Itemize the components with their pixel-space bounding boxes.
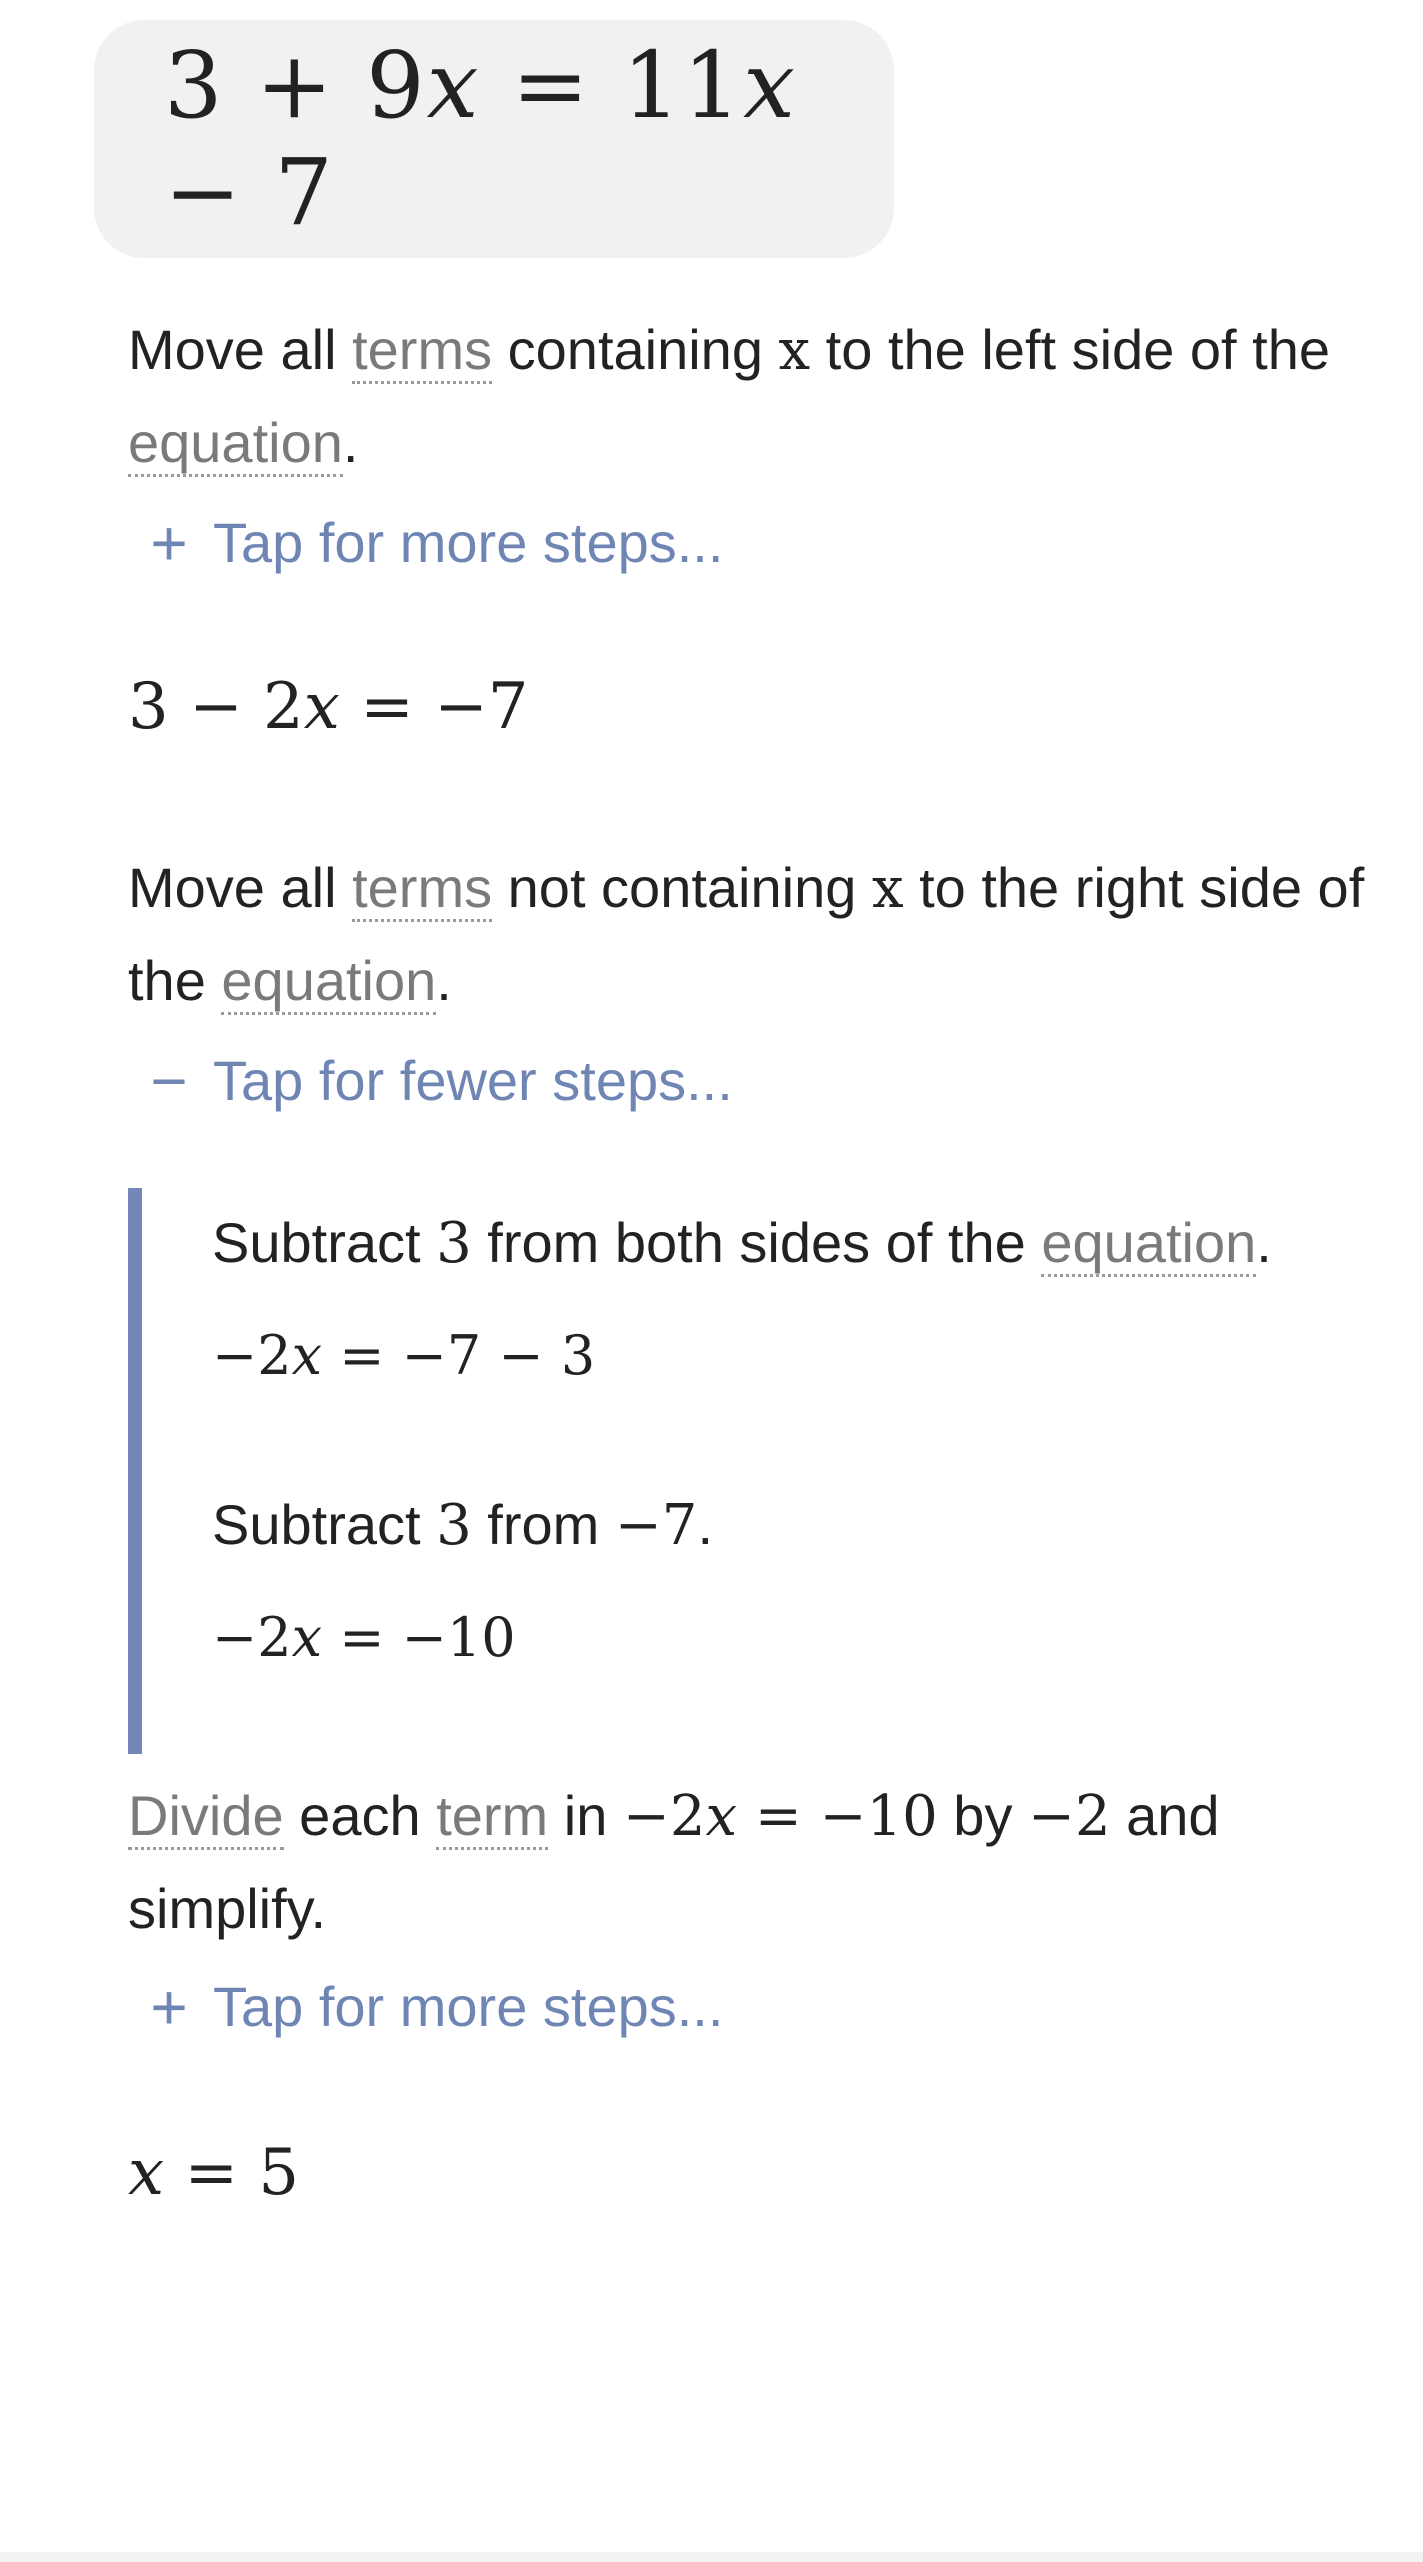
equation-link[interactable]: equation <box>128 411 343 477</box>
plus-icon: + <box>150 1970 188 2043</box>
final-answer <box>128 2136 299 2210</box>
substep-math: −7 <box>614 1493 698 1558</box>
eq-var: x <box>426 32 481 139</box>
term-link[interactable]: term <box>436 1784 548 1850</box>
step1-description <box>128 304 1368 489</box>
step-text-fragment: . <box>436 949 452 1012</box>
terms-link[interactable]: terms <box>352 856 492 922</box>
result-part: = 5 <box>164 2136 300 2210</box>
step-text-fragment: to the right side of the <box>128 856 1365 1012</box>
step-text-fragment: Move all <box>128 856 353 919</box>
plus-icon: + <box>150 506 188 579</box>
bottom-bar <box>0 2552 1423 2562</box>
step-text-fragment: by <box>937 1784 1029 1847</box>
substep2-description <box>212 1492 713 1558</box>
tap-label: Tap for fewer steps... <box>213 1049 733 1112</box>
eq-part: = −7 − 3 <box>322 1324 596 1387</box>
eq-part: 3 + 9 <box>164 32 427 139</box>
inline-equation <box>623 1784 938 1849</box>
minus-icon: − <box>150 1044 188 1117</box>
eq-var: x <box>291 1606 323 1669</box>
eq-var: x <box>291 1324 323 1387</box>
step2-description <box>128 842 1368 1027</box>
variable-x: x <box>871 856 904 921</box>
substep1-description <box>212 1210 1272 1276</box>
step-text-fragment: and simplify. <box>128 1784 1220 1940</box>
result-part: = −7 <box>339 670 529 744</box>
equation-link[interactable]: equation <box>221 949 436 1015</box>
tap-more-steps-button-1[interactable] <box>145 506 724 579</box>
result-part: 3 − 2 <box>128 670 304 744</box>
tap-label: Tap for more steps... <box>213 511 724 574</box>
step-text-fragment: not containing <box>492 856 872 919</box>
step-text-fragment: . <box>342 411 359 474</box>
eq-part: −2 <box>212 1606 292 1669</box>
substep-text: Subtract <box>212 1493 437 1556</box>
substep1-equation <box>212 1324 595 1387</box>
substep2-equation <box>212 1606 516 1669</box>
problem-equation <box>164 32 894 246</box>
result-var: x <box>128 2136 165 2210</box>
eq-part: −2 <box>212 1324 292 1387</box>
tap-more-steps-button-2[interactable] <box>145 1970 724 2043</box>
substep-text: from both sides of the <box>471 1211 1042 1274</box>
step-text-fragment: containing <box>492 318 779 381</box>
result-var: x <box>303 670 340 744</box>
tap-fewer-steps-button[interactable] <box>145 1044 733 1117</box>
substep-math: 3 <box>436 1493 472 1558</box>
substeps-panel <box>128 1188 1388 1754</box>
eq-part: − 7 <box>164 139 335 246</box>
step-text-fragment: Move all <box>128 318 353 381</box>
problem-box <box>94 20 894 258</box>
step1-result <box>128 670 529 744</box>
step-text-fragment: to the left side of the <box>810 318 1331 381</box>
substep-text: . <box>1256 1211 1272 1274</box>
eq-part: −2 <box>622 1784 706 1849</box>
eq-var: x <box>705 1784 738 1849</box>
eq-part: = 11 <box>480 32 744 139</box>
step-text-fragment: in <box>548 1784 623 1847</box>
terms-link[interactable]: terms <box>352 318 492 384</box>
tap-label: Tap for more steps... <box>213 1975 724 2038</box>
equation-link[interactable]: equation <box>1041 1211 1256 1277</box>
eq-part: = −10 <box>322 1606 516 1669</box>
substep-text: from <box>471 1493 615 1556</box>
divisor-math: −2 <box>1028 1784 1111 1849</box>
substep-text: . <box>697 1493 713 1556</box>
substep-text: Subtract <box>212 1211 437 1274</box>
substep-math: 3 <box>436 1211 472 1276</box>
eq-part: = −10 <box>737 1784 938 1849</box>
step-text-fragment: each <box>283 1784 437 1847</box>
step3-description <box>128 1770 1368 1955</box>
divide-link[interactable]: Divide <box>128 1784 284 1850</box>
variable-x: x <box>778 318 811 383</box>
eq-var: x <box>743 32 798 139</box>
